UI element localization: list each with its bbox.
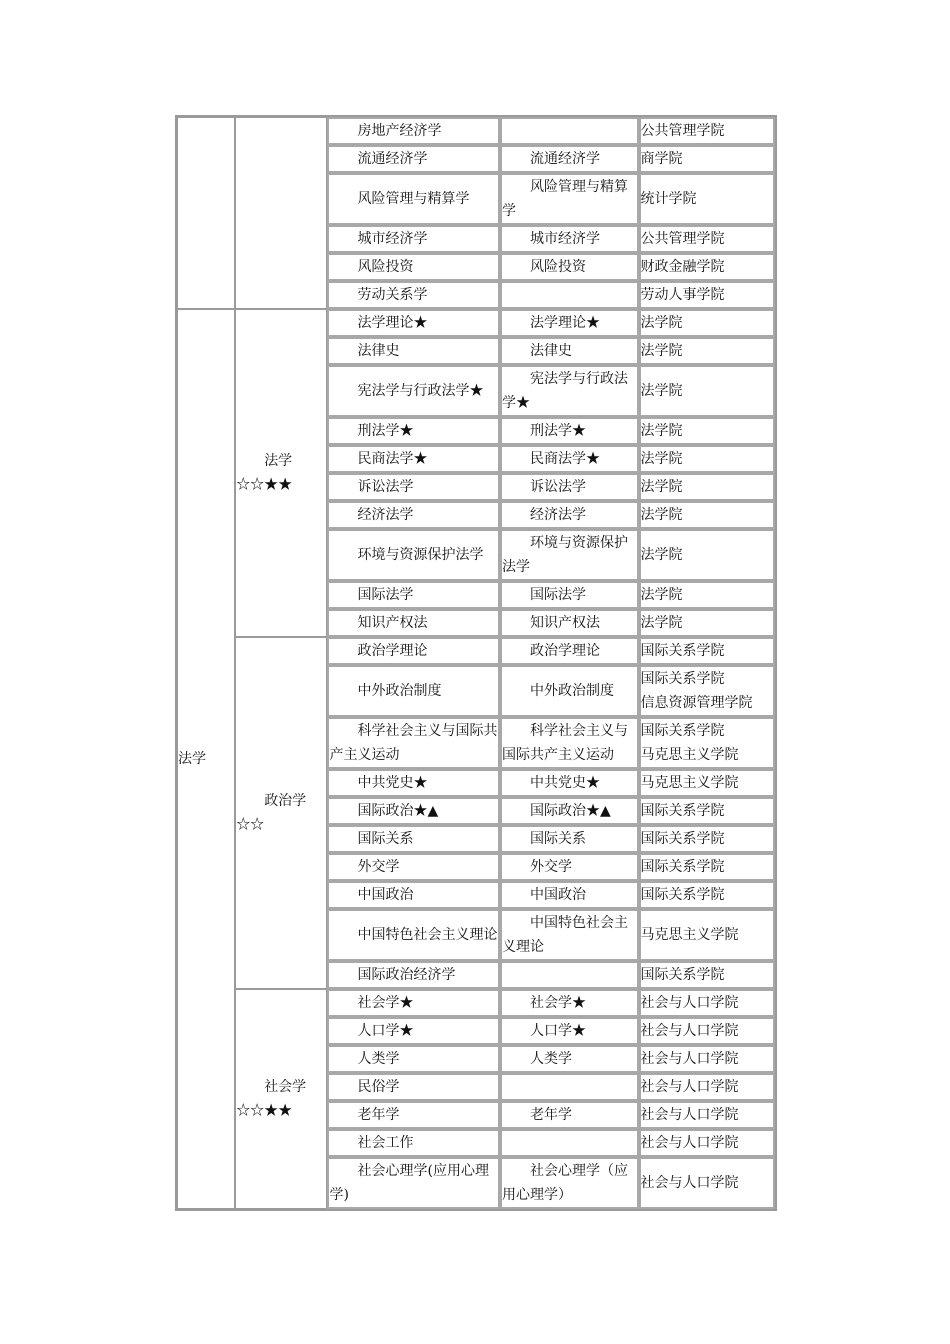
college-cell: 国际关系学院 xyxy=(639,825,776,853)
major-cell: 老年学 xyxy=(327,1101,500,1129)
college-cell: 国际关系学院 马克思主义学院 xyxy=(639,717,776,769)
category-cell: 法学 xyxy=(177,309,235,1209)
college-cell: 法学院 xyxy=(639,445,776,473)
college-cell: 社会与人口学院 xyxy=(639,1129,776,1157)
major-cell: 国际政治经济学 xyxy=(327,961,500,989)
direction-cell: 国际法学 xyxy=(500,581,638,609)
major-cell: 城市经济学 xyxy=(327,225,500,253)
college-cell: 国际关系学院 xyxy=(639,961,776,989)
major-cell: 法律史 xyxy=(327,337,500,365)
direction-cell: 人类学 xyxy=(500,1045,638,1073)
major-cell: 中国政治 xyxy=(327,881,500,909)
major-cell: 社会工作 xyxy=(327,1129,500,1157)
direction-cell: 外交学 xyxy=(500,853,638,881)
major-cell: 法学理论★ xyxy=(327,309,500,337)
direction-cell: 社会心理学（应用心理学） xyxy=(500,1157,638,1209)
direction-cell: 人口学★ xyxy=(500,1017,638,1045)
program-table-body xyxy=(177,117,775,1209)
direction-cell: 宪法学与行政法学★ xyxy=(500,365,638,417)
direction-cell xyxy=(500,117,638,145)
major-cell: 流通经济学 xyxy=(327,145,500,173)
major-cell: 中外政治制度 xyxy=(327,665,500,717)
direction-cell: 诉讼法学 xyxy=(500,473,638,501)
major-cell: 经济法学 xyxy=(327,501,500,529)
table-row xyxy=(177,117,775,145)
direction-cell: 中共党史★ xyxy=(500,769,638,797)
college-cell: 法学院 xyxy=(639,501,776,529)
major-cell: 民俗学 xyxy=(327,1073,500,1101)
college-cell: 社会与人口学院 xyxy=(639,1017,776,1045)
college-cell: 法学院 xyxy=(639,365,776,417)
college-cell: 国际关系学院 xyxy=(639,797,776,825)
direction-cell: 流通经济学 xyxy=(500,145,638,173)
major-cell: 社会学★ xyxy=(327,989,500,1017)
direction-cell: 民商法学★ xyxy=(500,445,638,473)
direction-cell: 经济法学 xyxy=(500,501,638,529)
college-cell: 法学院 xyxy=(639,417,776,445)
table-row xyxy=(177,637,775,665)
college-cell: 财政金融学院 xyxy=(639,253,776,281)
college-cell: 法学院 xyxy=(639,581,776,609)
college-cell: 国际关系学院 xyxy=(639,881,776,909)
direction-cell: 城市经济学 xyxy=(500,225,638,253)
major-cell: 外交学 xyxy=(327,853,500,881)
direction-cell: 中国特色社会主义理论 xyxy=(500,909,638,961)
discipline-cell xyxy=(235,637,327,989)
major-cell: 政治学理论 xyxy=(327,637,500,665)
major-cell: 宪法学与行政法学★ xyxy=(327,365,500,417)
college-cell: 法学院 xyxy=(639,337,776,365)
direction-cell: 风险投资 xyxy=(500,253,638,281)
major-cell: 人类学 xyxy=(327,1045,500,1073)
major-cell: 科学社会主义与国际共产主义运动 xyxy=(327,717,500,769)
college-cell: 法学院 xyxy=(639,529,776,581)
table-row xyxy=(177,989,775,1017)
college-cell: 商学院 xyxy=(639,145,776,173)
college-cell: 马克思主义学院 xyxy=(639,909,776,961)
major-cell: 劳动关系学 xyxy=(327,281,500,309)
direction-cell: 中外政治制度 xyxy=(500,665,638,717)
major-cell: 社会心理学(应用心理学) xyxy=(327,1157,500,1209)
direction-cell: 环境与资源保护法学 xyxy=(500,529,638,581)
direction-cell xyxy=(500,281,638,309)
college-cell: 劳动人事学院 xyxy=(639,281,776,309)
major-cell: 刑法学★ xyxy=(327,417,500,445)
direction-cell xyxy=(500,961,638,989)
college-cell: 国际关系学院 xyxy=(639,637,776,665)
direction-cell: 风险管理与精算学 xyxy=(500,173,638,225)
direction-cell: 科学社会主义与国际共产主义运动 xyxy=(500,717,638,769)
major-cell: 诉讼法学 xyxy=(327,473,500,501)
college-cell: 法学院 xyxy=(639,309,776,337)
college-cell: 社会与人口学院 xyxy=(639,1045,776,1073)
direction-cell xyxy=(500,1073,638,1101)
major-cell: 风险投资 xyxy=(327,253,500,281)
direction-cell: 国际关系 xyxy=(500,825,638,853)
college-cell: 国际关系学院 xyxy=(639,853,776,881)
direction-cell: 知识产权法 xyxy=(500,609,638,637)
category-cell xyxy=(177,117,235,309)
direction-cell xyxy=(500,1129,638,1157)
discipline-cell xyxy=(235,117,327,309)
discipline-label: 政治学☆☆ xyxy=(236,793,307,833)
major-cell: 国际政治★▲ xyxy=(327,797,500,825)
college-cell: 统计学院 xyxy=(639,173,776,225)
discipline-label: 法学☆☆★★ xyxy=(236,453,293,493)
major-cell: 知识产权法 xyxy=(327,609,500,637)
direction-cell: 中国政治 xyxy=(500,881,638,909)
major-cell: 风险管理与精算学 xyxy=(327,173,500,225)
discipline-label: 社会学☆☆★★ xyxy=(236,1079,307,1119)
major-cell: 中国特色社会主义理论 xyxy=(327,909,500,961)
major-cell: 环境与资源保护法学 xyxy=(327,529,500,581)
major-cell: 人口学★ xyxy=(327,1017,500,1045)
college-cell: 社会与人口学院 xyxy=(639,1157,776,1209)
direction-cell: 国际政治★▲ xyxy=(500,797,638,825)
college-cell: 国际关系学院 信息资源管理学院 xyxy=(639,665,776,717)
college-cell: 法学院 xyxy=(639,609,776,637)
program-table xyxy=(175,115,777,1211)
college-cell: 公共管理学院 xyxy=(639,117,776,145)
major-cell: 中共党史★ xyxy=(327,769,500,797)
table-row xyxy=(177,309,775,337)
direction-cell: 法律史 xyxy=(500,337,638,365)
major-cell: 国际关系 xyxy=(327,825,500,853)
college-cell: 法学院 xyxy=(639,473,776,501)
direction-cell: 法学理论★ xyxy=(500,309,638,337)
direction-cell: 刑法学★ xyxy=(500,417,638,445)
college-cell: 马克思主义学院 xyxy=(639,769,776,797)
major-cell: 民商法学★ xyxy=(327,445,500,473)
direction-cell: 政治学理论 xyxy=(500,637,638,665)
college-cell: 社会与人口学院 xyxy=(639,1101,776,1129)
direction-cell: 社会学★ xyxy=(500,989,638,1017)
discipline-cell xyxy=(235,309,327,637)
college-cell: 公共管理学院 xyxy=(639,225,776,253)
college-cell: 社会与人口学院 xyxy=(639,989,776,1017)
major-cell: 房地产经济学 xyxy=(327,117,500,145)
college-cell: 社会与人口学院 xyxy=(639,1073,776,1101)
discipline-cell xyxy=(235,989,327,1209)
direction-cell: 老年学 xyxy=(500,1101,638,1129)
major-cell: 国际法学 xyxy=(327,581,500,609)
